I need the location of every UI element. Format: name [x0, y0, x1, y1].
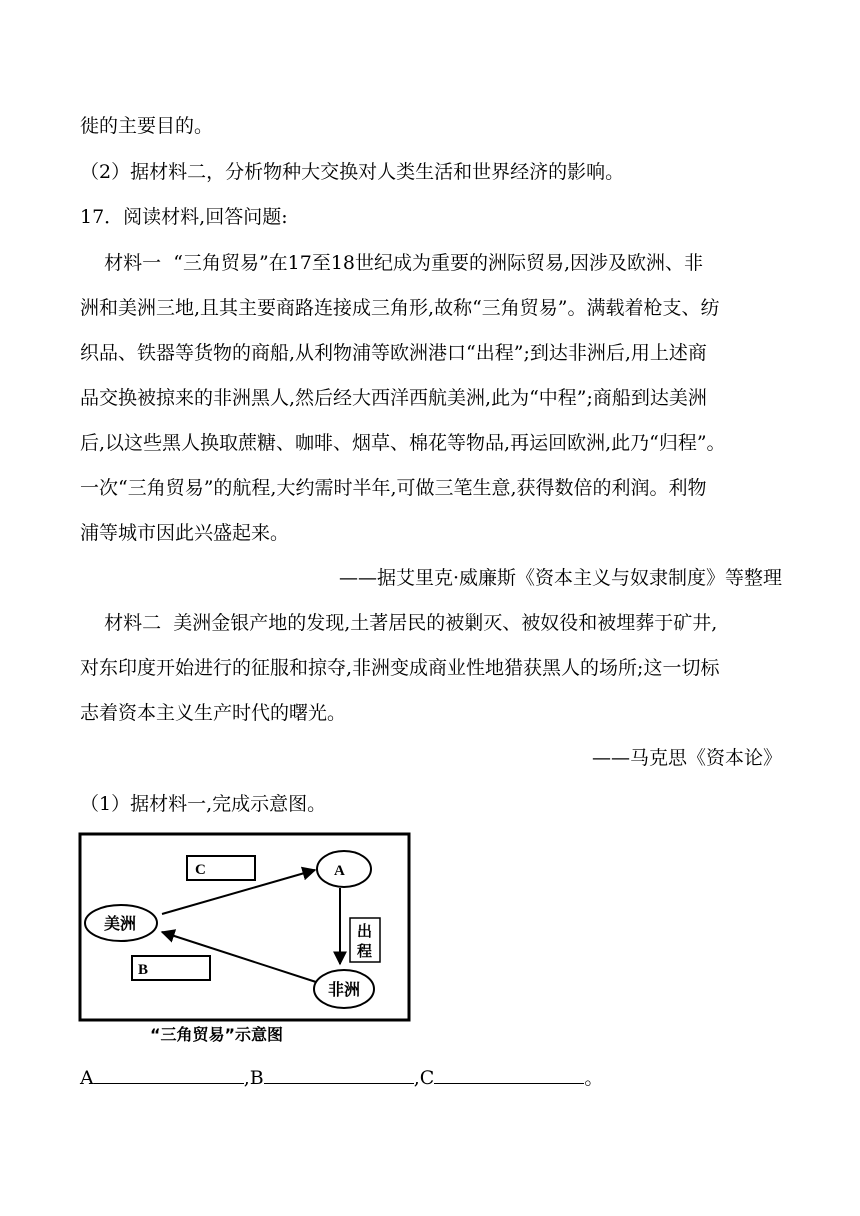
material-2-line: 材料二 美洲金银产地的发现,土著居民的被剿灭、被奴役和被埋葬于矿井,	[80, 612, 718, 634]
material-1-line: 后,以这些黑人换取蔗糖、咖啡、烟草、棉花等物品,再运回欧洲,此乃“归程”。	[80, 432, 726, 454]
material-1-line: 织品、铁器等货物的商船,从利物浦等欧洲港口“出程”;到达非洲后,用上述商	[80, 342, 707, 364]
diagram-caption: “三角贸易”示意图	[150, 1025, 284, 1044]
answer-a-label: A	[80, 1067, 94, 1089]
triangle-trade-diagram	[78, 832, 412, 1024]
separator: ,	[243, 1067, 250, 1089]
text-line: 徙的主要目的。	[80, 115, 214, 137]
outbound-label-2: 程	[357, 942, 373, 960]
question-17-heading: 17．阅读材料,回答问题:	[80, 206, 288, 228]
answer-c-label: C	[419, 1067, 435, 1089]
answer-b-blank[interactable]	[264, 1065, 414, 1084]
node-americas-label: 美洲	[104, 914, 137, 933]
material-2-line: 志着资本主义生产时代的曙光。	[80, 702, 347, 724]
material-1-source: ——据艾里克·威廉斯《资本主义与奴隶制度》等整理	[338, 567, 782, 589]
answer-c-blank[interactable]	[434, 1065, 584, 1084]
sub-question-1: （1）据材料一,完成示意图。	[80, 793, 327, 815]
material-2-source: ——马克思《资本论》	[591, 747, 782, 769]
material-1-line: 品交换被掠来的非洲黑人,然后经大西洋西航美洲,此为“中程”;商船到达美洲	[80, 387, 707, 409]
outbound-label-1: 出	[357, 922, 373, 940]
answer-line	[80, 1065, 603, 1090]
question-2: （2）据材料二，分析物种大交换对人类生活和世界经济的影响。	[80, 161, 625, 183]
box-b-label: B	[138, 962, 149, 978]
node-a-label: A	[334, 863, 345, 879]
material-1-line: 浦等城市因此兴盛起来。	[80, 522, 290, 544]
separator: ,	[413, 1067, 420, 1089]
period: 。	[584, 1067, 604, 1089]
material-1-line: 一次“三角贸易”的航程,大约需时半年,可做三笔生意,获得数倍的利润。利物	[80, 477, 707, 499]
node-africa-label: 非洲	[328, 980, 361, 999]
answer-a-blank[interactable]	[94, 1065, 244, 1084]
box-c-label: C	[195, 862, 206, 878]
material-1-line: 材料一 “三角贸易”在17至18世纪成为重要的洲际贸易,因涉及欧洲、非	[80, 252, 704, 274]
material-1-line: 洲和美洲三地,且其主要商路连接成三角形,故称“三角贸易”。满载着枪支、纺	[80, 297, 720, 319]
answer-b-label: B	[249, 1067, 264, 1089]
material-2-line: 对东印度开始进行的征服和掠夺,非洲变成商业性地猎获黑人的场所;这一切标	[80, 657, 720, 679]
